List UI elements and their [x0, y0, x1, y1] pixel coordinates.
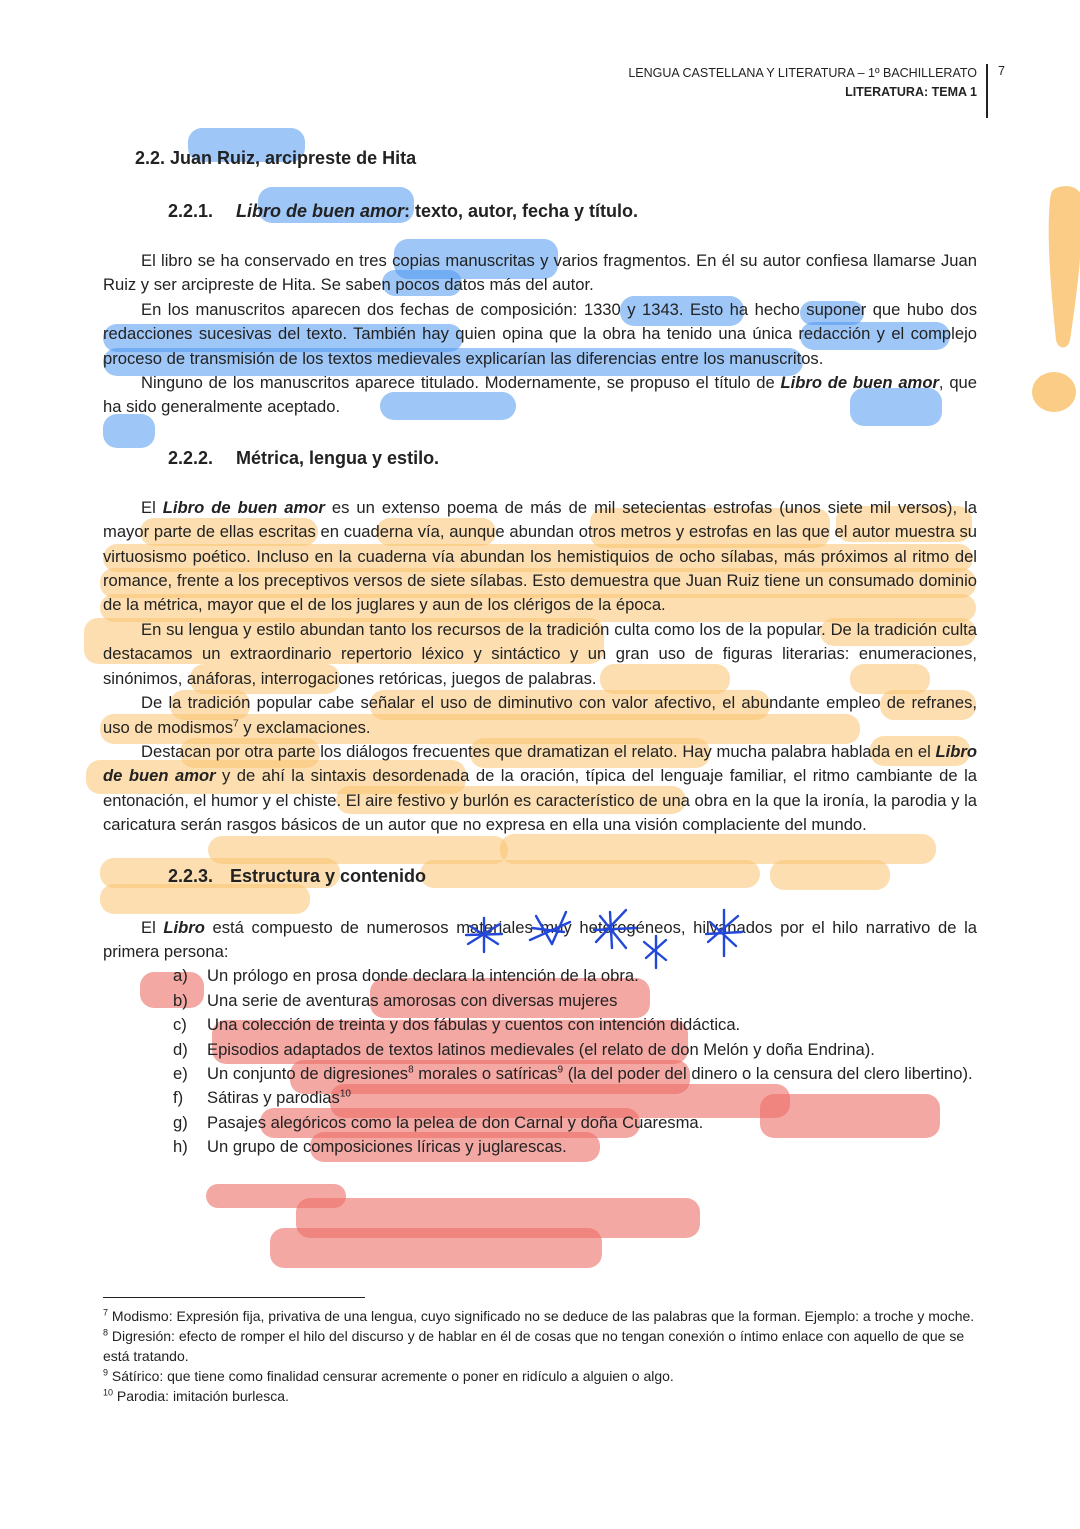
title-emphasis: Libro de buen amor	[236, 201, 405, 221]
text-run: Destacan por otra parte los diálogos frecuentes que dramatizan el relato. Hay mucha palabra hablada en el	[141, 741, 936, 761]
text-run: y exclamaciones.	[238, 717, 371, 737]
footnote	[103, 1326, 977, 1366]
text-run: El	[141, 497, 163, 517]
footnote-ref: 7	[233, 717, 239, 729]
footnote-number: 8	[103, 1327, 109, 1338]
paragraph	[103, 496, 977, 618]
list-item-text: Episodios adaptados de textos latinos medievales (el relato de don Melón y doña Endrina).	[207, 1039, 875, 1059]
footnote-separator	[103, 1297, 365, 1298]
footnote	[103, 1306, 977, 1326]
list-marker: e)	[173, 1063, 188, 1083]
subsection-label: Estructura y contenido	[230, 865, 427, 886]
footnote-ref: 9	[557, 1064, 564, 1076]
list-marker: h)	[173, 1137, 188, 1157]
paragraph: En los manuscritos aparecen dos fechas de composición: 1330 y 1343. Esto ha hecho suponer que hubo dos redacciones sucesivas del texto. También hay quien opina que la obra ha tenido una única redacción y el complejo proceso de transmisión de los textos medievales explicarían las diferencias entre los manuscritos.	[103, 299, 977, 368]
handwritten-stars-icon	[460, 902, 750, 972]
subsection-title-2-2-1	[168, 199, 977, 223]
list-marker: f)	[173, 1088, 184, 1108]
paragraph	[103, 371, 977, 420]
list-item	[103, 1111, 977, 1135]
list-marker: c)	[173, 1015, 187, 1035]
section-title: 2.2. Juan Ruiz, arcipreste de Hita	[135, 148, 417, 168]
highlight-red	[270, 1228, 602, 1268]
list-item-text: (la del poder del dinero o la censura del clero libertino).	[563, 1063, 973, 1083]
list-item-text: Sátiras y parodias	[207, 1088, 340, 1108]
paragraph: En su lengua y estilo abundan tanto los recursos de la tradición culta como los de la popular. De la tradición culta destacamos un extraordinario repertorio léxico y sintáctico y un gran uso de figuras literarias: enumeraciones, sinónimos, anáforas, interrogaciones retóricas, juegos de palabras.	[103, 619, 977, 688]
header-course: LENGUA CASTELLANA Y LITERATURA – 1º BACHILLERATO	[628, 66, 977, 80]
text-run: , que ha sido generalmente aceptado.	[103, 373, 978, 417]
footnote-ref: 10	[339, 1088, 351, 1100]
text-run: está compuesto de numerosos materiales muy heterogéneos, hilvanados por el hilo narrativo de la primera persona:	[103, 917, 977, 961]
book-title: Libro	[163, 917, 205, 937]
list-marker: g)	[173, 1112, 188, 1132]
book-title: Libro de buen amor	[780, 373, 939, 393]
list-item	[103, 1062, 977, 1086]
subsection-label: Métrica, lengua y estilo.	[236, 447, 440, 468]
list-item	[103, 989, 977, 1013]
footnote-text: Sátírico: que tiene como finalidad censurar acremente o poner en ridículo a alguien o algo.	[111, 1368, 674, 1384]
text-run: es un extenso poema de más de mil setecientas estrofas (unos siete mil versos), la mayor parte de ellas escritas en cuaderna vía, aunque abundan otros metros y estrofas en las que el autor muestra su virtuosismo poético. Incluso en la cuaderna vía abundan los hemistiquios de ocho sílabas, más próximos al ritmo del romance, frente a los preceptivos versos de siete sílabas. Esto demuestra que Juan Ruiz tiene un consumado dominio de la métrica, mayor que el de los juglares y aun de los clérigos de la época.	[103, 497, 977, 615]
paragraph: El libro se ha conservado en tres copias manuscritas y varios fragmentos. En él su autor confiesa llamarse Juan Ruiz y ser arcipreste de Hita. Se saben pocos datos más del autor.	[103, 251, 977, 295]
footnote-text: Parodia: imitación burlesca.	[116, 1388, 289, 1404]
list-marker: a)	[173, 966, 188, 986]
page-number: 7	[998, 64, 1005, 78]
list-item-text: Un prólogo en prosa donde declara la intención de la obra.	[207, 966, 639, 986]
list-marker: b)	[173, 990, 188, 1010]
footnote-number: 9	[103, 1367, 109, 1378]
header-divider	[986, 64, 988, 118]
footnote	[103, 1386, 977, 1406]
list-marker: d)	[173, 1039, 188, 1059]
subsection-number: 2.2.3.	[168, 865, 214, 886]
footnote	[103, 1366, 977, 1386]
exclamation-mark-icon	[1032, 180, 1080, 420]
header-topic: LITERATURA: TEMA 1	[845, 85, 977, 99]
footnote-ref: 8	[408, 1064, 414, 1076]
list-item-text: Un grupo de composiciones líricas y juglarescas.	[207, 1137, 567, 1157]
list-item-text: Pasajes alegóricos como la pelea de don Carnal y doña Cuaresma.	[207, 1112, 704, 1132]
list-item	[103, 1038, 977, 1062]
list-item-text: morales o satíricas	[413, 1063, 558, 1083]
text-run: De la tradición popular cabe señalar el uso de diminutivo con valor afectivo, el abundante empleo de refranes, uso de modismos	[103, 693, 977, 737]
subsection-title-2-2-3	[168, 864, 977, 888]
list-item-text: Un conjunto de digresiones	[207, 1063, 409, 1083]
text-run: Ninguno de los manuscritos aparece titulado. Modernamente, se propuso el título de	[141, 373, 781, 393]
footnote-number: 7	[103, 1307, 109, 1318]
book-title: Libro de buen amor	[103, 741, 977, 786]
footnote-text: Modismo: Expresión fija, privativa de una lengua, cuyo significado no se deduce de las palabras que la forman. Ejemplo: a troche y moche.	[111, 1308, 975, 1324]
list-item	[103, 1086, 977, 1110]
footnote-text: Digresión: efecto de romper el hilo del discurso y de hablar en él de cosas que no tengan conexión o íntimo enlace con aquello de que se está tratando.	[103, 1328, 965, 1364]
subsection-number: 2.2.2.	[168, 447, 214, 468]
content-list	[103, 964, 977, 1159]
book-title: Libro de buen amor	[162, 497, 325, 517]
footnotes	[103, 1306, 977, 1406]
list-item-text: Una serie de aventuras amorosas con diversas mujeres	[207, 990, 618, 1010]
subsection-title-2-2-2	[168, 446, 977, 470]
subsection-number: 2.2.1.	[168, 201, 214, 221]
page-header	[628, 64, 977, 102]
title-rest: : texto, autor, fecha y título.	[404, 201, 639, 221]
text-run: El	[141, 917, 164, 937]
paragraph	[103, 691, 977, 740]
list-item-text: Una colección de treinta y dos fábulas y cuentos con intención didáctica.	[207, 1015, 741, 1035]
footnote-number: 10	[103, 1387, 114, 1398]
list-item	[103, 1135, 977, 1159]
document-body	[103, 146, 977, 1160]
text-run: y de ahí la sintaxis desordenada de la oración, típica del lenguaje familiar, el ritmo cambiante de la entonación, el humor y el chiste. El aire festivo y burlón es característico de una obra en la que la ironía, la parodia y la caricatura serán rasgos básicos de un autor que no expresa en ella una visión complaciente del mundo.	[103, 766, 977, 835]
paragraph	[103, 740, 977, 838]
list-item	[103, 1013, 977, 1037]
